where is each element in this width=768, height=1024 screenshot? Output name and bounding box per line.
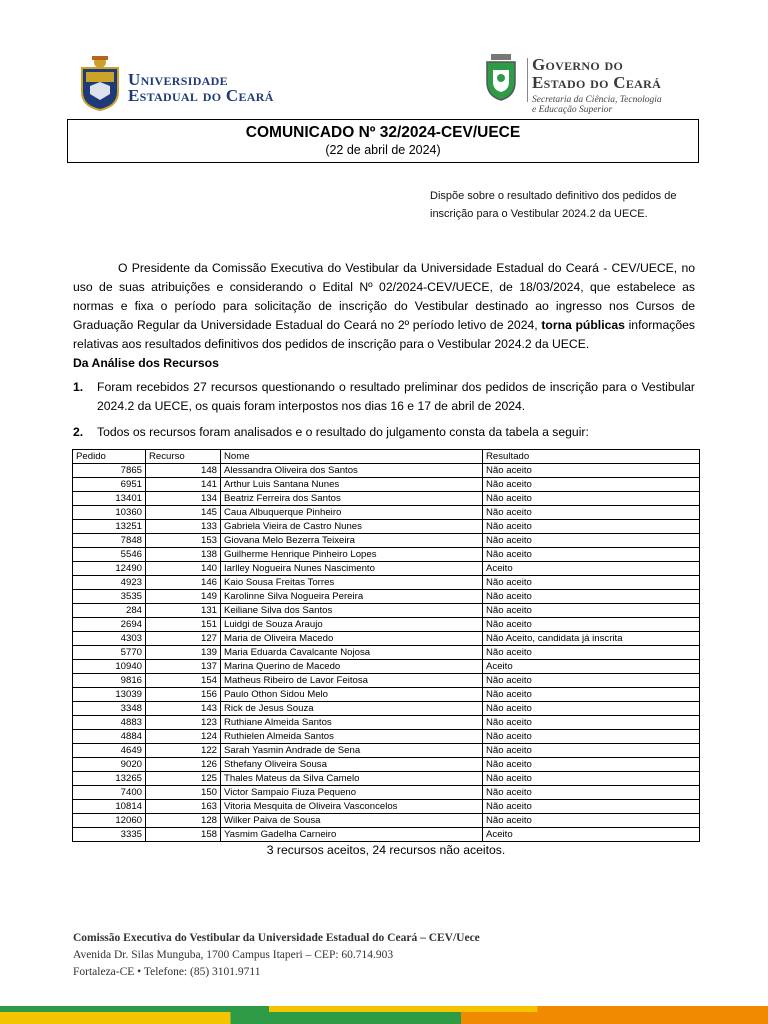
list-item [73,423,695,442]
cell-pedido: 9816 [73,674,146,688]
table-row [73,800,700,814]
cell-nome: Gabriela Vieira de Castro Nunes [221,520,483,534]
cell-resultado: Não aceito [483,674,700,688]
header-nome: Nome [221,450,483,464]
cell-pedido: 10814 [73,800,146,814]
document-title: COMUNICADO Nº 32/2024-CEV/UECE [245,124,521,141]
table-row [73,716,700,730]
cell-recurso: 151 [146,618,221,632]
cell-recurso: 149 [146,590,221,604]
cell-nome: Rick de Jesus Souza [221,702,483,716]
cell-recurso: 153 [146,534,221,548]
cell-recurso: 156 [146,688,221,702]
cell-resultado: Não aceito [483,800,700,814]
cell-nome: Giovana Melo Bezerra Teixeira [221,534,483,548]
cell-resultado: Não aceito [483,604,700,618]
table-row [73,646,700,660]
cell-resultado: Não aceito [483,492,700,506]
item-number: 2. [73,425,84,439]
cell-resultado: Não aceito [483,772,700,786]
cell-recurso: 146 [146,576,221,590]
table-row [73,520,700,534]
cell-resultado: Não aceito [483,464,700,478]
footer-stripe-bottom [0,1012,768,1024]
table-row [73,604,700,618]
cell-nome: Marina Querino de Macedo [221,660,483,674]
cell-recurso: 138 [146,548,221,562]
table-row [73,814,700,828]
cell-nome: Maria de Oliveira Macedo [221,632,483,646]
cell-resultado: Não aceito [483,548,700,562]
cell-pedido: 5546 [73,548,146,562]
cell-nome: Sarah Yasmin Andrade de Sena [221,744,483,758]
item-text: Todos os recursos foram analisados e o resultado do julgamento consta da tabela a seguir: [97,425,589,439]
cell-nome: Caua Albuquerque Pinheiro [221,506,483,520]
ementa: Dispõe sobre o resultado definitivo dos pedidos de inscrição para o Vestibular 2024.2 da UECE. [430,190,677,220]
cell-pedido: 12060 [73,814,146,828]
item-text: Foram recebidos 27 recursos questionando o resultado preliminar dos pedidos de inscrição para o Vestibular 2024.2 da UECE, os quais foram interpostos nos dias 16 e 17 de abril de 2024. [97,380,695,413]
cell-resultado: Não aceito [483,814,700,828]
cell-recurso: 154 [146,674,221,688]
footer-line1: Comissão Executiva do Vestibular da Universidade Estadual do Ceará – CEV/Uece [73,932,480,944]
cell-pedido: 4884 [73,730,146,744]
cell-resultado: Não aceito [483,618,700,632]
cell-recurso: 127 [146,632,221,646]
cell-pedido: 10940 [73,660,146,674]
cell-resultado: Não aceito [483,702,700,716]
header-recurso: Recurso [146,450,221,464]
cell-resultado: Não aceito [483,758,700,772]
table-row [73,828,700,842]
cell-recurso: 122 [146,744,221,758]
table-row [73,478,700,492]
cell-resultado: Não aceito [483,730,700,744]
cell-pedido: 7865 [73,464,146,478]
cell-resultado: Não aceito [483,534,700,548]
cell-pedido: 3535 [73,590,146,604]
section-title: Da Análise dos Recursos [73,356,219,370]
cell-pedido: 2694 [73,618,146,632]
cell-pedido: 6951 [73,478,146,492]
uece-line2: Estadual do Ceará [128,86,274,105]
cell-recurso: 123 [146,716,221,730]
table-row [73,534,700,548]
gov-subtitle-2: e Educação Superior [532,105,613,115]
table-row [73,464,700,478]
cell-nome: Karolinne Silva Nogueira Pereira [221,590,483,604]
table-row [73,674,700,688]
cell-resultado: Não aceito [483,590,700,604]
ceara-coat-of-arms-icon [481,52,521,104]
intro-text: O Presidente da Comissão Executiva do Vestibular da Universidade Estadual do Ceará - CEV/UECE, no uso de suas atribuições e considerando o Edital Nº 02/2024-CEV/UECE, de 18/03/2024, que estabelece as normas e fixa o período para solicitação de inscrição do Vestibular destinado ao ingresso nos Cursos de Graduação Regular da Universidade Estadual do Ceará no 2º período letivo de 2024, [73,261,695,332]
table-row [73,506,700,520]
cell-pedido: 4883 [73,716,146,730]
cell-pedido: 4303 [73,632,146,646]
intro-paragraph [73,259,695,354]
gov-subtitle-1: Secretaria da Ciência, Tecnologia [532,95,662,105]
cell-nome: Beatriz Ferreira dos Santos [221,492,483,506]
cell-resultado: Não aceito [483,646,700,660]
uece-line1: Universidade [128,70,228,89]
cell-nome: Victor Sampaio Fiuza Pequeno [221,786,483,800]
table-row [73,772,700,786]
results-table [72,449,700,842]
cell-recurso: 128 [146,814,221,828]
cell-nome: Wilker Paiva de Sousa [221,814,483,828]
cell-recurso: 125 [146,772,221,786]
cell-nome: Kaio Sousa Freitas Torres [221,576,483,590]
gov-line2: Estado do Ceará [532,73,662,92]
footer [73,930,480,981]
cell-recurso: 143 [146,702,221,716]
cell-resultado: Não aceito [483,716,700,730]
cell-resultado: Não aceito [483,688,700,702]
intro-text-end: informações relativas aos resultados definitivos dos pedidos de inscrição para o Vestibular 2024.2 da UECE. [73,318,695,351]
table-row [73,576,700,590]
cell-pedido: 13265 [73,772,146,786]
cell-recurso: 158 [146,828,221,842]
cell-pedido: 7400 [73,786,146,800]
cell-resultado: Não aceito [483,576,700,590]
cell-nome: Ruthielen Almeida Santos [221,730,483,744]
table-row [73,660,700,674]
table-row [73,758,700,772]
cell-pedido: 3335 [73,828,146,842]
cell-pedido: 10360 [73,506,146,520]
header-resultado: Resultado [483,450,700,464]
cell-resultado: Não Aceito, candidata já inscrita [483,632,700,646]
cell-nome: Keiliane Silva dos Santos [221,604,483,618]
cell-nome: Paulo Othon Sidou Melo [221,688,483,702]
table-row [73,562,700,576]
table-row [73,744,700,758]
uece-wordmark [128,72,274,104]
cell-nome: Yasmim Gadelha Carneiro [221,828,483,842]
title-box [67,119,699,163]
cell-pedido: 13251 [73,520,146,534]
cell-recurso: 140 [146,562,221,576]
cell-nome: Guilherme Henrique Pinheiro Lopes [221,548,483,562]
cell-pedido: 284 [73,604,146,618]
table-row [73,492,700,506]
summary: 3 recursos aceitos, 24 recursos não aceitos. [266,843,506,857]
cell-nome: Arthur Luis Santana Nunes [221,478,483,492]
cell-nome: Alessandra Oliveira dos Santos [221,464,483,478]
table-row [73,786,700,800]
cell-recurso: 133 [146,520,221,534]
cell-resultado: Não aceito [483,478,700,492]
gov-line1: Governo do [532,55,624,74]
cell-resultado: Não aceito [483,520,700,534]
uece-crest-icon [78,54,122,112]
cell-pedido: 7848 [73,534,146,548]
cell-pedido: 4649 [73,744,146,758]
cell-recurso: 137 [146,660,221,674]
cell-recurso: 150 [146,786,221,800]
cell-resultado: Não aceito [483,744,700,758]
cell-resultado: Não aceito [483,506,700,520]
cell-nome: Sthefany Oliveira Sousa [221,758,483,772]
cell-nome: Luidgi de Souza Araujo [221,618,483,632]
table-row [73,632,700,646]
cell-recurso: 145 [146,506,221,520]
table-row [73,590,700,604]
cell-nome: Ruthiane Almeida Santos [221,716,483,730]
footer-line3: Fortaleza-CE • Telefone: (85) 3101.9711 [73,966,261,978]
table-row [73,688,700,702]
table-row [73,618,700,632]
cell-pedido: 13039 [73,688,146,702]
cell-nome: Iarlley Nogueira Nunes Nascimento [221,562,483,576]
cell-pedido: 3348 [73,702,146,716]
governo-wordmark [532,56,662,115]
cell-pedido: 5770 [73,646,146,660]
table-row [73,730,700,744]
cell-recurso: 148 [146,464,221,478]
cell-recurso: 139 [146,646,221,660]
list-item [73,378,695,416]
cell-pedido: 13401 [73,492,146,506]
cell-nome: Matheus Ribeiro de Lavor Feitosa [221,674,483,688]
table-header-row [73,450,700,464]
header-pedido: Pedido [73,450,146,464]
table-row [73,702,700,716]
cell-pedido: 12490 [73,562,146,576]
cell-recurso: 163 [146,800,221,814]
cell-nome: Maria Eduarda Cavalcante Nojosa [221,646,483,660]
cell-recurso: 141 [146,478,221,492]
table-row [73,548,700,562]
intro-bold: torna públicas [541,318,625,332]
cell-nome: Vitoria Mesquita de Oliveira Vasconcelos [221,800,483,814]
cell-resultado: Aceito [483,562,700,576]
item-number: 1. [73,380,84,394]
cell-recurso: 134 [146,492,221,506]
cell-recurso: 124 [146,730,221,744]
cell-recurso: 131 [146,604,221,618]
cell-pedido: 9020 [73,758,146,772]
cell-recurso: 126 [146,758,221,772]
cell-nome: Thales Mateus da Silva Camelo [221,772,483,786]
cell-resultado: Aceito [483,660,700,674]
cell-resultado: Aceito [483,828,700,842]
header-divider [527,58,528,102]
footer-line2: Avenida Dr. Silas Munguba, 1700 Campus Itaperi – CEP: 60.714.903 [73,949,394,961]
cell-pedido: 4923 [73,576,146,590]
document-date: (22 de abril de 2024) [325,143,441,157]
cell-resultado: Não aceito [483,786,700,800]
